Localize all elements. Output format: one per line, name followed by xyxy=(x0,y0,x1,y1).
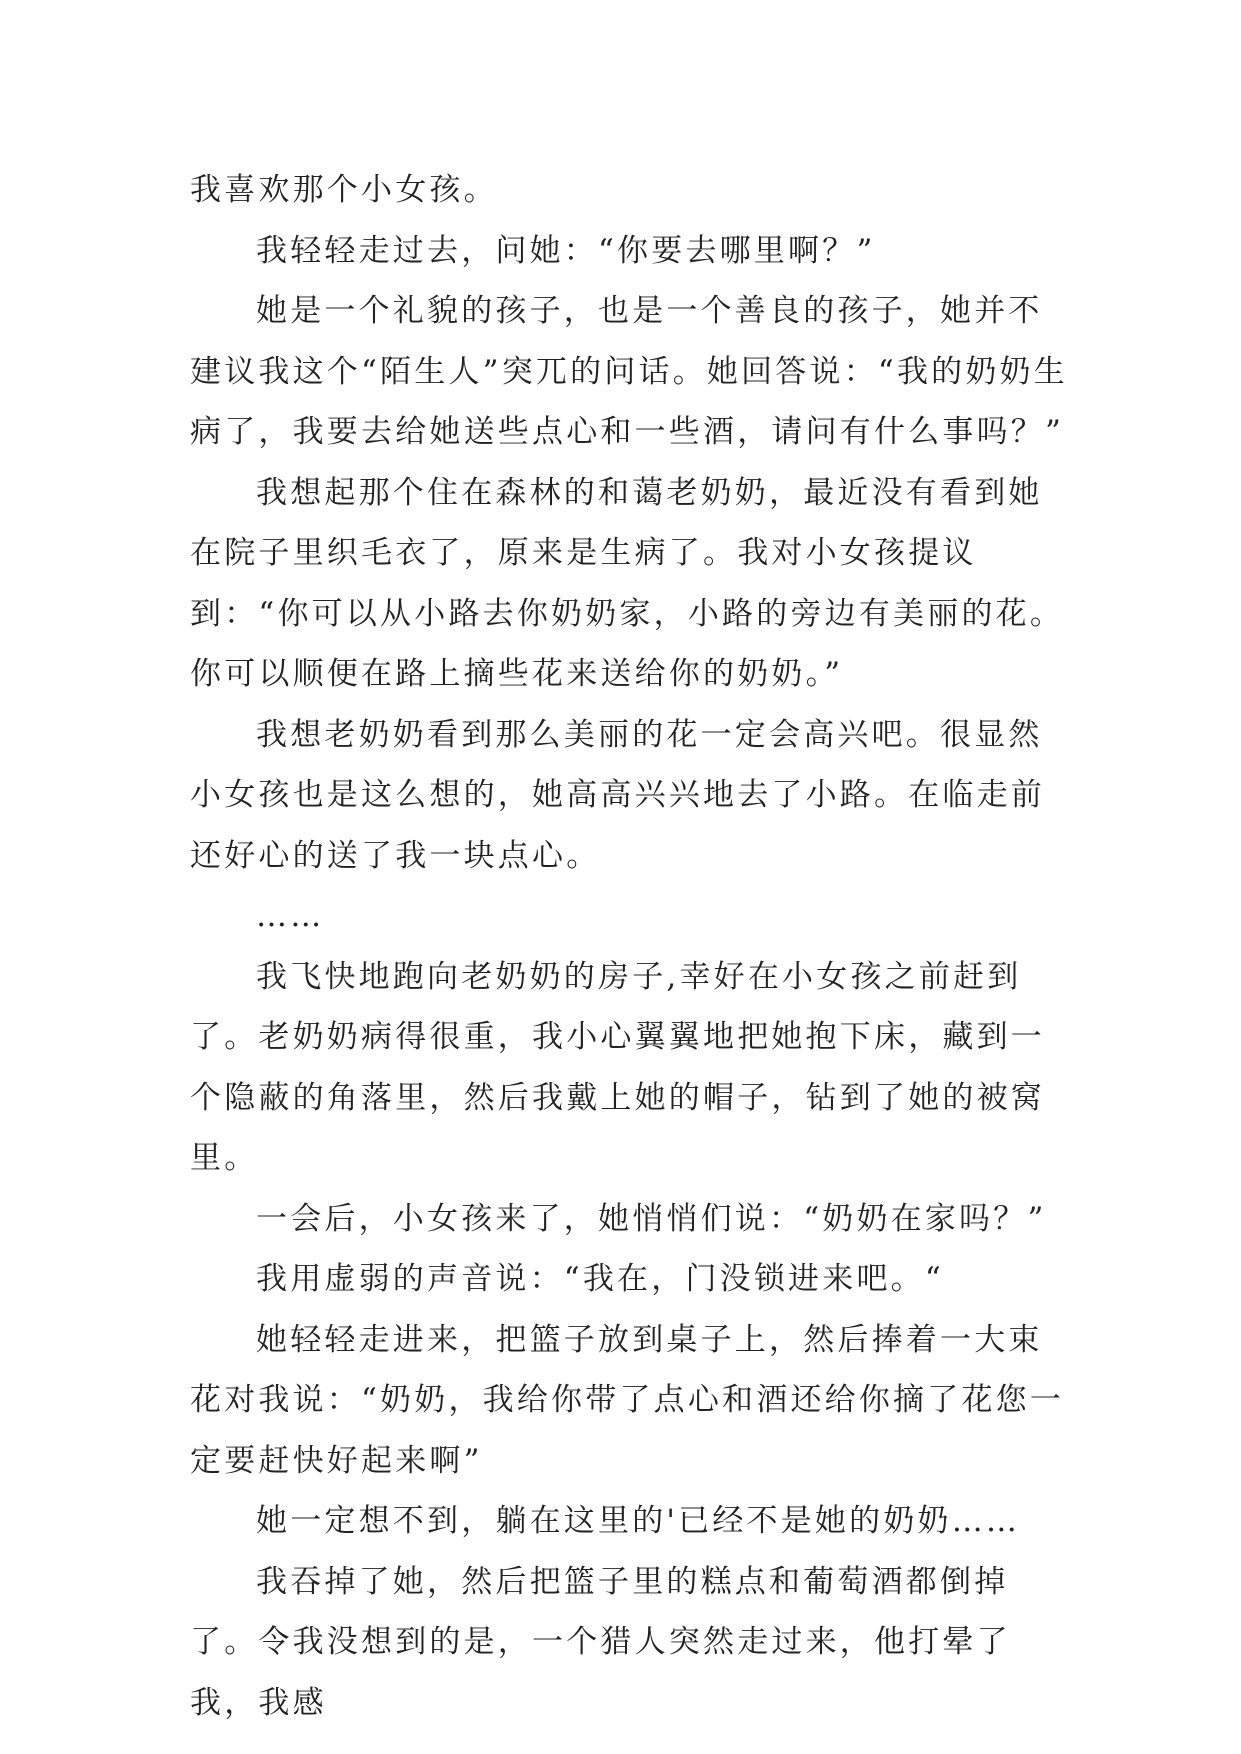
paragraph-1: 我喜欢那个小女孩。 xyxy=(190,172,498,208)
paragraph-4: 我想起那个住在森林的和蔼老奶奶，最近没有看到她在院子里织毛衣了，原来是生病了。我对小女孩提议到：“你可以从小路去你奶奶家，小路的旁边有美丽的花。你可以顺便在路上摘些花来送给你的奶奶。” xyxy=(190,474,1065,692)
story-text xyxy=(190,160,1070,1733)
ellipsis-paragraph: …… xyxy=(256,898,325,934)
paragraph-9: 她轻轻走进来，把篮子放到桌子上，然后捧着一大束花对我说：“奶奶，我给你带了点心和酒还给你摘了花您一定要赶快好起来啊” xyxy=(190,1321,1065,1479)
paragraph-2: 我轻轻走过去，问她：“你要去哪里啊？” xyxy=(256,232,876,269)
paragraph-3: 她是一个礼貌的孩子，也是一个善良的孩子，她并不建议我这个“陌生人”突兀的问话。她回答说：“我的奶奶生病了，我要去给她送些点心和一些酒，请问有什么事吗？” xyxy=(190,293,1068,450)
paragraph-5: 我想老奶奶看到那么美丽的花一定会高兴吧。很显然小女孩也是这么想的，她高高兴兴地去了小路。在临走前还好心的送了我一块点心。 xyxy=(190,716,1045,874)
paragraph-10: 她一定想不到，躺在这里的'已经不是她的奶奶…… xyxy=(256,1503,1021,1539)
paragraph-6: 我飞快地跑向老奶奶的房子,幸好在小女孩之前赶到了。老奶奶病得很重，我小心翼翼地把她抱下床，藏到一个隐蔽的角落里，然后我戴上她的帽子，钻到了她的被窝里。 xyxy=(190,958,1045,1176)
paragraph-8: 我用虚弱的声音说：“我在，门没锁进来吧。“ xyxy=(256,1261,944,1297)
paragraph-11: 我吞掉了她，然后把篮子里的糕点和葡萄酒都倒掉了。令我没想到的是，一个猎人突然走过来，他打晕了我，我感 xyxy=(190,1563,1011,1721)
paragraph-7: 一会后，小女孩来了，她悄悄们说：“奶奶在家吗？” xyxy=(256,1200,1047,1237)
